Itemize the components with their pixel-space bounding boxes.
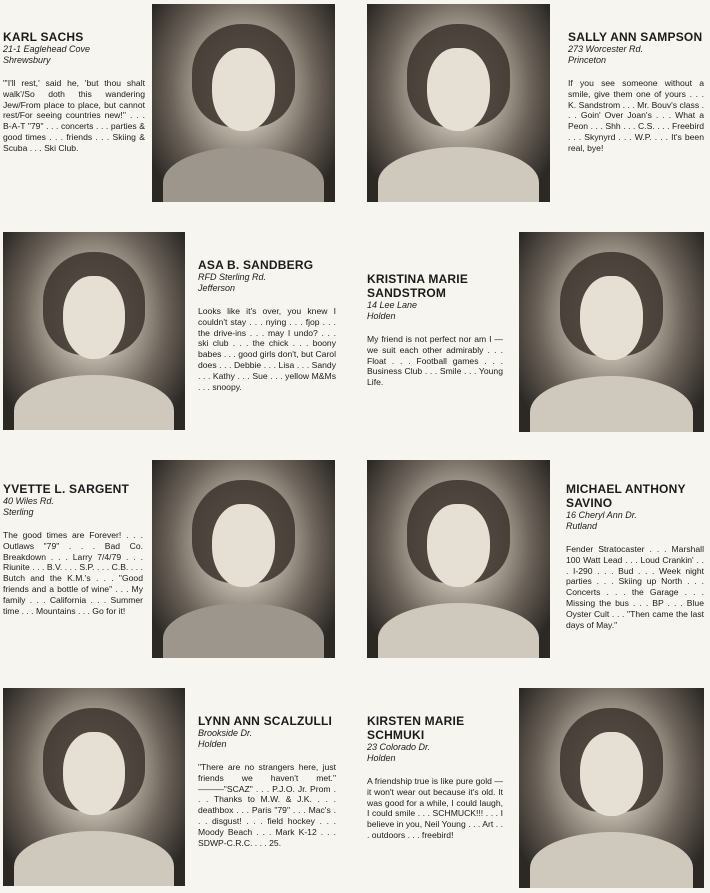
student-blurb: "There are no strangers here, just friends we haven't met." ———"SCAZ" . . . P.J.O. Jr. Prom . . . Thanks to M.W. & J.K. . . . deathbox . . . Paris "79" . . . Mac's . . . disgust! . . . field hockey . . . Moody Beach . . . Mark K-12 . . . SDWP-C.R.C. . . . 25. (198, 762, 336, 848)
portrait-photo-lynn-ann-scalzulli (3, 688, 185, 886)
student-name: YVETTE L. SARGENT (3, 482, 130, 496)
student-entry-kirsten-marie-schmuki (367, 714, 503, 841)
student-blurb: A friendship true is like pure gold — it won't wear out because it's old. It was good for a while, I could laugh, I could smile . . . SCHMUCK!!! . . . I believe in you, Neil Young . . . Art . . . outdoors . . . freebird! (367, 776, 503, 840)
student-address-town: Shrewsbury (3, 55, 51, 65)
student-address-street: 23 Colorado Dr. (367, 742, 431, 752)
student-address-town: Princeton (568, 55, 607, 65)
student-address-street: 14 Lee Lane (367, 300, 418, 310)
student-name: ASA B. SANDBERG (198, 258, 314, 272)
student-name: LYNN ANN SCALZULLI (198, 714, 333, 728)
student-address-street: 16 Cheryl Ann Dr. (566, 510, 637, 520)
student-blurb: My friend is not perfect nor am I — we suit each other admirably . . . Float . . . Football games . . . Business Club . . . Smile . . . Young Life. (367, 334, 503, 388)
portrait-photo-asa-b-sandberg (3, 232, 185, 430)
student-blurb: The good times are Forever! . . . Outlaws "79" . . . Bad Co. Breakdown . . . Larry 7/4/79 . . . Riunite . . . B.V. . . . S.P. . . . C.B. . . . Butch and the K.M.'s . . . "Good friends and a bottle of wine" . . . My family . . . California . . . Summer time . . . Mountains . . . Go for it! (3, 530, 143, 616)
student-blurb: If you see someone without a smile, give them one of yours . . . K. Sandstrom . . . Mr. Bouv's class . . . Goin' Over Joan's . . . What a Peon . . . Shh . . . C.S. . . . Freebird . . . Skynyrd . . . W.P. . . . It's been real, bye! (568, 78, 704, 153)
student-address-town: Holden (198, 739, 227, 749)
student-address-street: 40 Wiles Rd. (3, 496, 54, 506)
student-address-street: 273 Worcester Rd. (568, 44, 644, 54)
student-entry-karl-sachs (3, 30, 145, 154)
student-name: KARL SACHS (3, 30, 84, 44)
portrait-photo-kirsten-marie-schmuki (519, 688, 704, 888)
student-blurb: "'I'll rest,' said he, 'but thou shalt walk'/So doth this wandering Jew/From place to place, but cannot rest/For seeing countries new!'' . . . B-A-T "79" . . . concerts . . . parties & good times . . . friends . . . Skiing & Scuba . . . Ski Club. (3, 78, 145, 153)
student-name: MICHAEL ANTHONY SAVINO (566, 482, 686, 510)
portrait-photo-karl-sachs (152, 4, 335, 202)
student-name: SALLY ANN SAMPSON (568, 30, 703, 44)
student-entry-lynn-ann-scalzulli (198, 714, 336, 848)
student-address-street: Brookside Dr. (198, 728, 253, 738)
student-entry-sally-ann-sampson (568, 30, 704, 154)
student-blurb: Fender Stratocaster . . . Marshall 100 Watt Lead . . . Loud Crankin' . . . I-290 . . . Bud . . . Week night parties . . . Skiing up North . . . Concerts . . . the Garage . . . Missing the bus . . . BP . . . Blue Oyster Cult . . . "Then came the last days of May." (566, 544, 704, 630)
student-entry-yvette-l-sargent (3, 482, 143, 616)
student-address-town: Holden (367, 311, 396, 321)
student-entry-kristina-marie-sandstrom (367, 272, 503, 388)
student-address-town: Sterling (3, 507, 34, 517)
student-name: KIRSTEN MARIE SCHMUKI (367, 714, 465, 742)
student-name: KRISTINA MARIE SANDSTROM (367, 272, 469, 300)
student-address-street: 21-1 Eaglehead Cove (3, 44, 91, 54)
portrait-photo-yvette-l-sargent (152, 460, 335, 658)
portrait-photo-kristina-marie-sandstrom (519, 232, 704, 432)
student-entry-michael-anthony-savino (566, 482, 704, 630)
portrait-photo-michael-anthony-savino (367, 460, 550, 658)
portrait-photo-sally-ann-sampson (367, 4, 550, 202)
student-entry-asa-b-sandberg (198, 258, 336, 392)
student-blurb: Looks like it's over, you knew I couldn't stay . . . nying . . . fjop . . . the drive-ins . . . may I undo? . . . ski club . . . the chick . . . boony babes . . . good girls don't, but Carol does . . . Debbie . . . Lisa . . . Sandy . . . Kathy . . . Sue . . . yellow M&Ms . . . snoopy. (198, 306, 336, 392)
student-address-town: Rutland (566, 521, 598, 531)
student-address-street: RFD Sterling Rd. (198, 272, 267, 282)
student-address-town: Jefferson (198, 283, 236, 293)
student-address-town: Holden (367, 753, 396, 763)
